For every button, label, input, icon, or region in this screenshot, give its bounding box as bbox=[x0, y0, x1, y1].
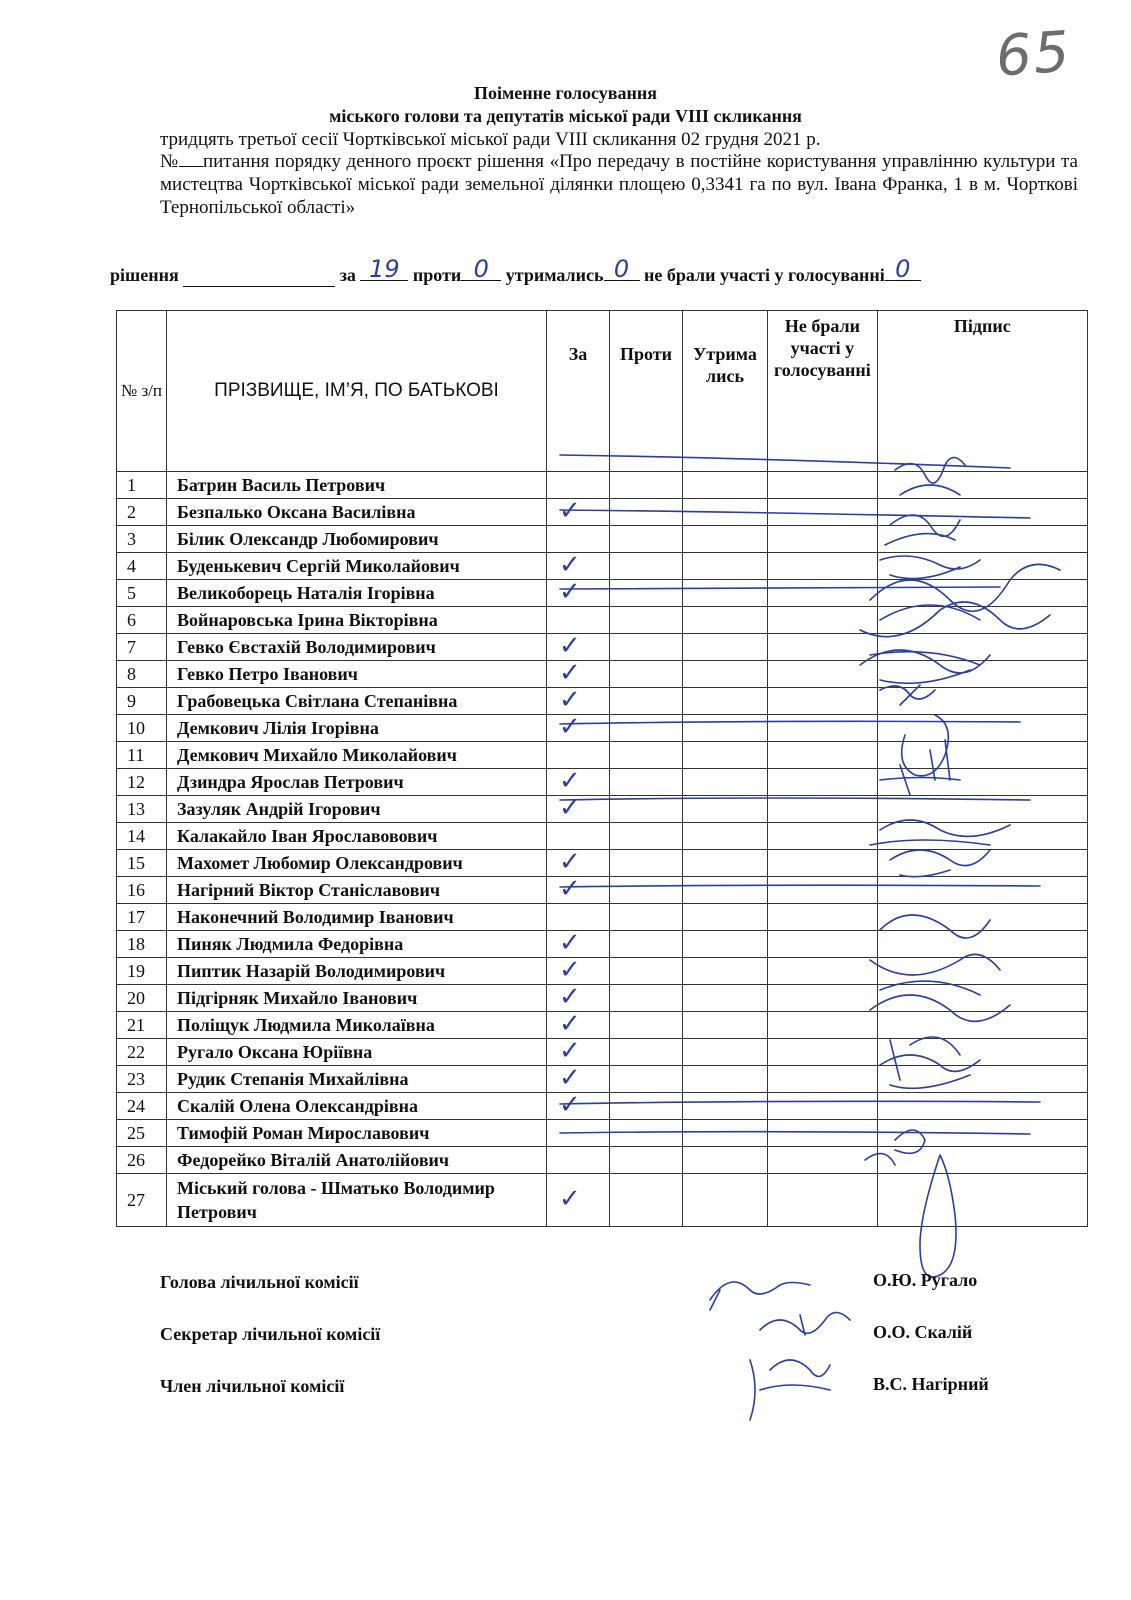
row-name: Гевко Петро Іванович bbox=[167, 661, 547, 688]
vote-check-mark: ✓ bbox=[559, 1183, 581, 1214]
document-title: Поіменне голосування bbox=[473, 83, 658, 103]
signature-scribble bbox=[860, 650, 990, 683]
commission-signature bbox=[760, 1313, 850, 1336]
vote-check-mark: ✓ bbox=[559, 657, 581, 688]
signature-scribble bbox=[880, 685, 935, 705]
row-number: 9 bbox=[117, 688, 167, 715]
session-line: тридцять третьої сесії Чортківської міської ради VIII скликання 02 грудня 2021 р. bbox=[160, 129, 821, 150]
vote-check-mark: ✓ bbox=[559, 765, 581, 796]
signature-scribble bbox=[902, 715, 950, 780]
row-name: Зазуляк Андрій Ігорович bbox=[167, 796, 547, 823]
vote-check-mark: ✓ bbox=[559, 711, 581, 742]
row-number: 24 bbox=[117, 1093, 167, 1120]
row-number: 10 bbox=[117, 715, 167, 742]
header-not-voted: Не брали участі у голосуванні bbox=[768, 311, 878, 472]
vote-check-mark: ✓ bbox=[559, 684, 581, 715]
for-count: 19 bbox=[360, 258, 408, 281]
signature-scribble bbox=[860, 602, 1050, 665]
header-name: ПРІЗВИЩЕ, ІМ’Я, ПО БАТЬКОВІ bbox=[167, 311, 547, 472]
row-name: Пиптик Назарій Володимирович bbox=[167, 958, 547, 985]
row-number: 19 bbox=[117, 958, 167, 985]
question-text: питання порядку денного проєкт рішення «Про передачу в постійне користування управлінню культури та мистецтва Чортківської міської ради земельної ділянки площею 0,3341 га по вул. Івана Франка, 1 в м. Чорткові Тернопільської області» bbox=[160, 151, 1078, 218]
row-number: 16 bbox=[117, 877, 167, 904]
vote-check-mark: ✓ bbox=[559, 927, 581, 958]
for-label: за bbox=[339, 265, 356, 285]
commission-secretary-name: О.О. Скалій bbox=[873, 1322, 973, 1342]
signature-scribble bbox=[870, 915, 1000, 995]
row-name: Ругало Оксана Юріївна bbox=[167, 1039, 547, 1066]
vote-check-mark: ✓ bbox=[559, 846, 581, 877]
strike-line bbox=[560, 455, 1010, 468]
row-number: 11 bbox=[117, 742, 167, 769]
strike-line bbox=[560, 721, 1020, 724]
question-number-label: № bbox=[160, 151, 179, 172]
row-number: 13 bbox=[117, 796, 167, 823]
signature-scribble bbox=[870, 820, 1010, 845]
row-number: 25 bbox=[117, 1120, 167, 1147]
vote-check-mark: ✓ bbox=[559, 576, 581, 607]
row-name: Махомет Любомир Олександрович bbox=[167, 850, 547, 877]
row-name: Демкович Лілія Ігорівна bbox=[167, 715, 547, 742]
vote-check-mark: ✓ bbox=[559, 1008, 581, 1039]
signature-scribble bbox=[880, 556, 980, 579]
row-name: Міський голова - Шматько Володимир Петрович bbox=[167, 1174, 547, 1227]
header-abstained: Утримались bbox=[683, 311, 768, 472]
strike-line bbox=[560, 1132, 1030, 1134]
signature-scribble bbox=[885, 515, 960, 545]
row-name: Підгірняк Михайло Іванович bbox=[167, 985, 547, 1012]
row-name: Войнаровська Ірина Вікторівна bbox=[167, 607, 547, 634]
row-number: 5 bbox=[117, 580, 167, 607]
signature-scribble bbox=[895, 458, 965, 496]
row-name: Безпалько Оксана Василівна bbox=[167, 499, 547, 526]
against-count: 0 bbox=[461, 258, 501, 281]
commission-chair-name: О.Ю. Ругало bbox=[873, 1270, 978, 1290]
strike-line bbox=[560, 885, 1040, 887]
row-number: 26 bbox=[117, 1147, 167, 1174]
row-name: Грабовецька Світлана Степанівна bbox=[167, 688, 547, 715]
row-name: Демкович Михайло Миколайович bbox=[167, 742, 547, 769]
row-number: 20 bbox=[117, 985, 167, 1012]
abstained-label: утримались bbox=[505, 265, 604, 285]
row-number: 14 bbox=[117, 823, 167, 850]
vote-check-mark: ✓ bbox=[559, 954, 581, 985]
row-number: 2 bbox=[117, 499, 167, 526]
abstained-count: 0 bbox=[604, 258, 640, 281]
row-name: Поліщук Людмила Миколаївна bbox=[167, 1012, 547, 1039]
signature-scribble bbox=[890, 850, 990, 877]
row-number: 8 bbox=[117, 661, 167, 688]
commission-chair-role: Голова лічильної комісії bbox=[160, 1272, 359, 1292]
row-name: Пиняк Людмила Федорівна bbox=[167, 931, 547, 958]
row-name: Тимофій Роман Мирославович bbox=[167, 1120, 547, 1147]
row-name: Дзиндра Ярослав Петрович bbox=[167, 769, 547, 796]
vote-check-mark: ✓ bbox=[559, 981, 581, 1012]
commission-signature bbox=[710, 1282, 810, 1310]
row-number: 18 bbox=[117, 931, 167, 958]
commission-secretary-role: Секретар лічильної комісії bbox=[160, 1324, 381, 1344]
document-subtitle: міського голови та депутатів міської ради VIII скликання bbox=[329, 106, 802, 126]
row-name: Гевко Євстахій Володимирович bbox=[167, 634, 547, 661]
header-signature: Підпис bbox=[877, 311, 1087, 472]
handwritten-page-number: 65 bbox=[993, 19, 1074, 90]
vote-check-mark: ✓ bbox=[559, 1062, 581, 1093]
vote-check-mark: ✓ bbox=[559, 873, 581, 904]
row-number: 21 bbox=[117, 1012, 167, 1039]
row-number: 3 bbox=[117, 526, 167, 553]
vote-check-mark: ✓ bbox=[559, 1035, 581, 1066]
strike-line bbox=[560, 798, 1030, 800]
commission-signature bbox=[750, 1360, 830, 1420]
row-name: Калакайло Іван Ярославовович bbox=[167, 823, 547, 850]
row-number: 6 bbox=[117, 607, 167, 634]
not-voted-label: не брали участі у голосуванні bbox=[644, 265, 885, 285]
strike-line bbox=[560, 510, 1030, 518]
signature-scribble bbox=[865, 1130, 925, 1165]
row-name: Буденькевич Сергій Миколайович bbox=[167, 553, 547, 580]
signature-scribble bbox=[920, 1155, 956, 1277]
vote-check-mark: ✓ bbox=[559, 495, 581, 526]
vote-check-mark: ✓ bbox=[559, 630, 581, 661]
row-name: Наконечний Володимир Іванович bbox=[167, 904, 547, 931]
row-number: 1 bbox=[117, 472, 167, 499]
row-number: 4 bbox=[117, 553, 167, 580]
commission-member-name: В.С. Нагірний bbox=[873, 1374, 989, 1394]
row-name: Федорейко Віталій Анатолійович bbox=[167, 1147, 547, 1174]
row-name: Рудик Степанія Михайлівна bbox=[167, 1066, 547, 1093]
commission-member-role: Член лічильної комісії bbox=[160, 1376, 345, 1396]
header-against: Проти bbox=[610, 311, 683, 472]
vote-check-mark: ✓ bbox=[559, 1089, 581, 1120]
row-number: 15 bbox=[117, 850, 167, 877]
against-label: проти bbox=[412, 265, 462, 285]
row-number: 23 bbox=[117, 1066, 167, 1093]
row-number: 7 bbox=[117, 634, 167, 661]
row-number: 12 bbox=[117, 769, 167, 796]
row-name: Нагірний Віктор Станіславович bbox=[167, 877, 547, 904]
header-num: № з/п bbox=[117, 311, 167, 472]
decision-label: рішення bbox=[110, 265, 179, 285]
vote-check-mark: ✓ bbox=[559, 549, 581, 580]
row-name: Батрин Василь Петрович bbox=[167, 472, 547, 499]
strike-line bbox=[560, 1101, 1040, 1104]
signature-scribble bbox=[870, 995, 1010, 1080]
signature-scribble bbox=[870, 564, 1060, 620]
not-voted-count: 0 bbox=[885, 258, 921, 281]
row-name: Білик Олександр Любомирович bbox=[167, 526, 547, 553]
row-number: 22 bbox=[117, 1039, 167, 1066]
row-number: 27 bbox=[117, 1174, 167, 1227]
row-name: Великоборець Наталія Ігорівна bbox=[167, 580, 547, 607]
vote-check-mark: ✓ bbox=[559, 792, 581, 823]
row-number: 17 bbox=[117, 904, 167, 931]
row-name: Скалій Олена Олександрівна bbox=[167, 1093, 547, 1120]
header-for: За bbox=[547, 311, 610, 472]
